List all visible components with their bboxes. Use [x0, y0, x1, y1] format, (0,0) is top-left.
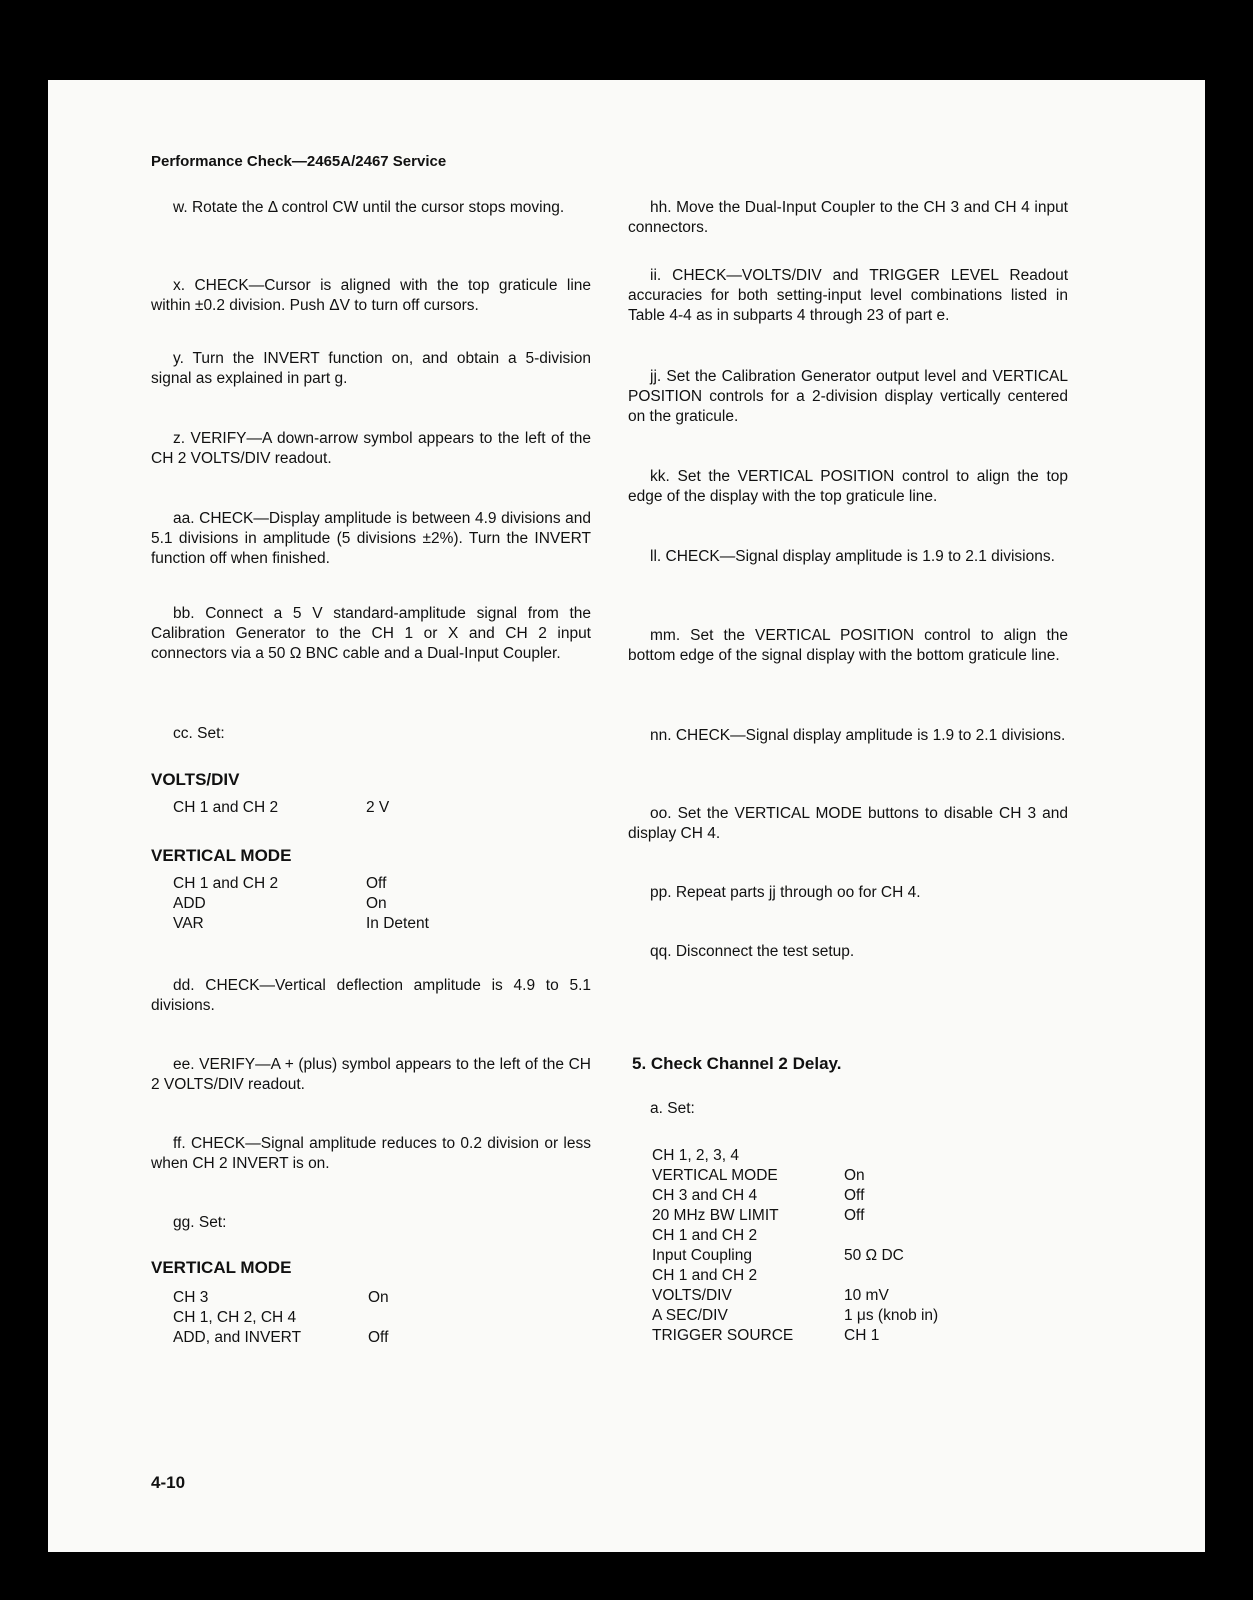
vertical-mode-table: [173, 874, 573, 934]
step-ee: ee. VERIFY—A + (plus) symbol appears to the left of the CH 2 VOLTS/DIV readout.: [151, 1056, 591, 1093]
step-y: y. Turn the INVERT function on, and obtain a 5-division signal as explained in part g.: [151, 350, 591, 387]
settings-row: [173, 914, 573, 934]
settings-row: [652, 1206, 1052, 1226]
settings-row: [652, 1186, 1052, 1206]
step-a: a. Set:: [650, 1100, 695, 1117]
step-oo: oo. Set the VERTICAL MODE buttons to disable CH 3 and display CH 4.: [628, 805, 1068, 842]
settings-row: [652, 1286, 1052, 1306]
step-hh: hh. Move the Dual-Input Coupler to the CH 3 and CH 4 input connectors.: [628, 199, 1068, 236]
setting-name: CH 1 and CH 2: [652, 1267, 758, 1284]
settings-row: [173, 1328, 573, 1348]
setting-name: ADD: [173, 895, 206, 912]
step-ii: ii. CHECK—VOLTS/DIV and TRIGGER LEVEL Readout accuracies for both setting-input level combinations listed in Table 4-4 as in subparts 4 through 23 of part e.: [628, 267, 1068, 324]
volts-div-table: [173, 798, 573, 818]
setting-value: Off: [366, 875, 387, 892]
setting-value: On: [368, 1289, 389, 1306]
setting-value: Off: [844, 1207, 865, 1224]
setting-name: TRIGGER SOURCE: [652, 1327, 794, 1344]
step-nn: nn. CHECK—Signal display amplitude is 1.9 to 2.1 divisions.: [650, 727, 1066, 744]
step-kk: kk. Set the VERTICAL POSITION control to align the top edge of the display with the top graticule line.: [628, 468, 1068, 505]
settings-row: [173, 1288, 573, 1308]
vertical-mode-table-2: [173, 1288, 573, 1348]
vertical-mode-heading-2: VERTICAL MODE: [151, 1258, 292, 1277]
setting-value: CH 1: [844, 1327, 880, 1344]
setting-name: 20 MHz BW LIMIT: [652, 1207, 779, 1224]
step-qq: qq. Disconnect the test setup.: [650, 943, 855, 960]
vertical-mode-heading: VERTICAL MODE: [151, 846, 292, 865]
setting-name: CH 3 and CH 4: [652, 1187, 758, 1204]
setting-value: 10 mV: [844, 1287, 889, 1304]
manual-page: [48, 80, 1205, 1552]
setting-name: VERTICAL MODE: [652, 1167, 778, 1184]
setting-value: 2 V: [366, 799, 390, 816]
setting-value: On: [366, 895, 387, 912]
step-ll: ll. CHECK—Signal display amplitude is 1.9 to 2.1 divisions.: [650, 548, 1055, 565]
setting-name: CH 1, 2, 3, 4: [652, 1147, 740, 1164]
page-header: Performance Check—2465A/2467 Service: [151, 153, 447, 170]
setting-value: Off: [368, 1329, 389, 1346]
volts-div-heading: VOLTS/DIV: [151, 770, 240, 789]
step-pp: pp. Repeat parts jj through oo for CH 4.: [650, 884, 921, 901]
setting-name: Input Coupling: [652, 1247, 752, 1264]
step-jj: jj. Set the Calibration Generator output level and VERTICAL POSITION controls for a 2-division display vertically centered on the graticule.: [628, 368, 1068, 425]
settings-row: [173, 874, 573, 894]
step-bb: bb. Connect a 5 V standard-amplitude signal from the Calibration Generator to the CH 1 or X and CH 2 input connectors via a 50 Ω BNC cable and a Dual-Input Coupler.: [151, 605, 591, 662]
setting-name: CH 1 and CH 2: [652, 1227, 758, 1244]
step-cc: cc. Set:: [173, 725, 225, 742]
step-mm: mm. Set the VERTICAL POSITION control to align the bottom edge of the signal display with the bottom graticule line.: [628, 627, 1068, 664]
setting-name: A SEC/DIV: [652, 1307, 728, 1324]
step-ff: ff. CHECK—Signal amplitude reduces to 0.2 division or less when CH 2 INVERT is on.: [151, 1135, 591, 1172]
setting-name: VAR: [173, 915, 204, 932]
step-w: w. Rotate the Δ control CW until the cursor stops moving.: [173, 199, 565, 216]
settings-row: [173, 1308, 573, 1328]
setting-name: CH 3: [173, 1289, 209, 1306]
settings-row: [652, 1226, 1052, 1246]
setting-name: CH 1 and CH 2: [173, 875, 279, 892]
settings-row: [652, 1266, 1052, 1286]
settings-row: [173, 798, 573, 818]
setting-name: ADD, and INVERT: [173, 1329, 302, 1346]
step-gg: gg. Set:: [173, 1214, 227, 1231]
settings-row: [652, 1326, 1052, 1346]
setting-name: VOLTS/DIV: [652, 1287, 732, 1304]
section-heading: 5. Check Channel 2 Delay.: [632, 1054, 842, 1073]
setting-name: CH 1, CH 2, CH 4: [173, 1309, 297, 1326]
settings-row: [652, 1146, 1052, 1166]
setting-value: 1 μs (knob in): [844, 1307, 939, 1324]
setting-value: In Detent: [366, 915, 429, 932]
step-aa: aa. CHECK—Display amplitude is between 4.9 divisions and 5.1 divisions in amplitude (5 divisions ±2%). Turn the INVERT function off when finished.: [151, 510, 591, 567]
settings-row: [652, 1246, 1052, 1266]
setting-value: Off: [844, 1187, 865, 1204]
settings-row: [173, 894, 573, 914]
step-dd: dd. CHECK—Vertical deflection amplitude is 4.9 to 5.1 divisions.: [151, 977, 591, 1014]
step-z: z. VERIFY—A down-arrow symbol appears to the left of the CH 2 VOLTS/DIV readout.: [151, 430, 591, 467]
settings-row: [652, 1306, 1052, 1326]
setting-value: 50 Ω DC: [844, 1247, 904, 1264]
settings-table: [652, 1146, 1052, 1346]
step-x: x. CHECK—Cursor is aligned with the top graticule line within ±0.2 division. Push ΔV to turn off cursors.: [151, 277, 591, 314]
setting-value: On: [844, 1167, 865, 1184]
page-number: 4-10: [151, 1473, 186, 1492]
setting-name: CH 1 and CH 2: [173, 799, 279, 816]
settings-row: [652, 1166, 1052, 1186]
